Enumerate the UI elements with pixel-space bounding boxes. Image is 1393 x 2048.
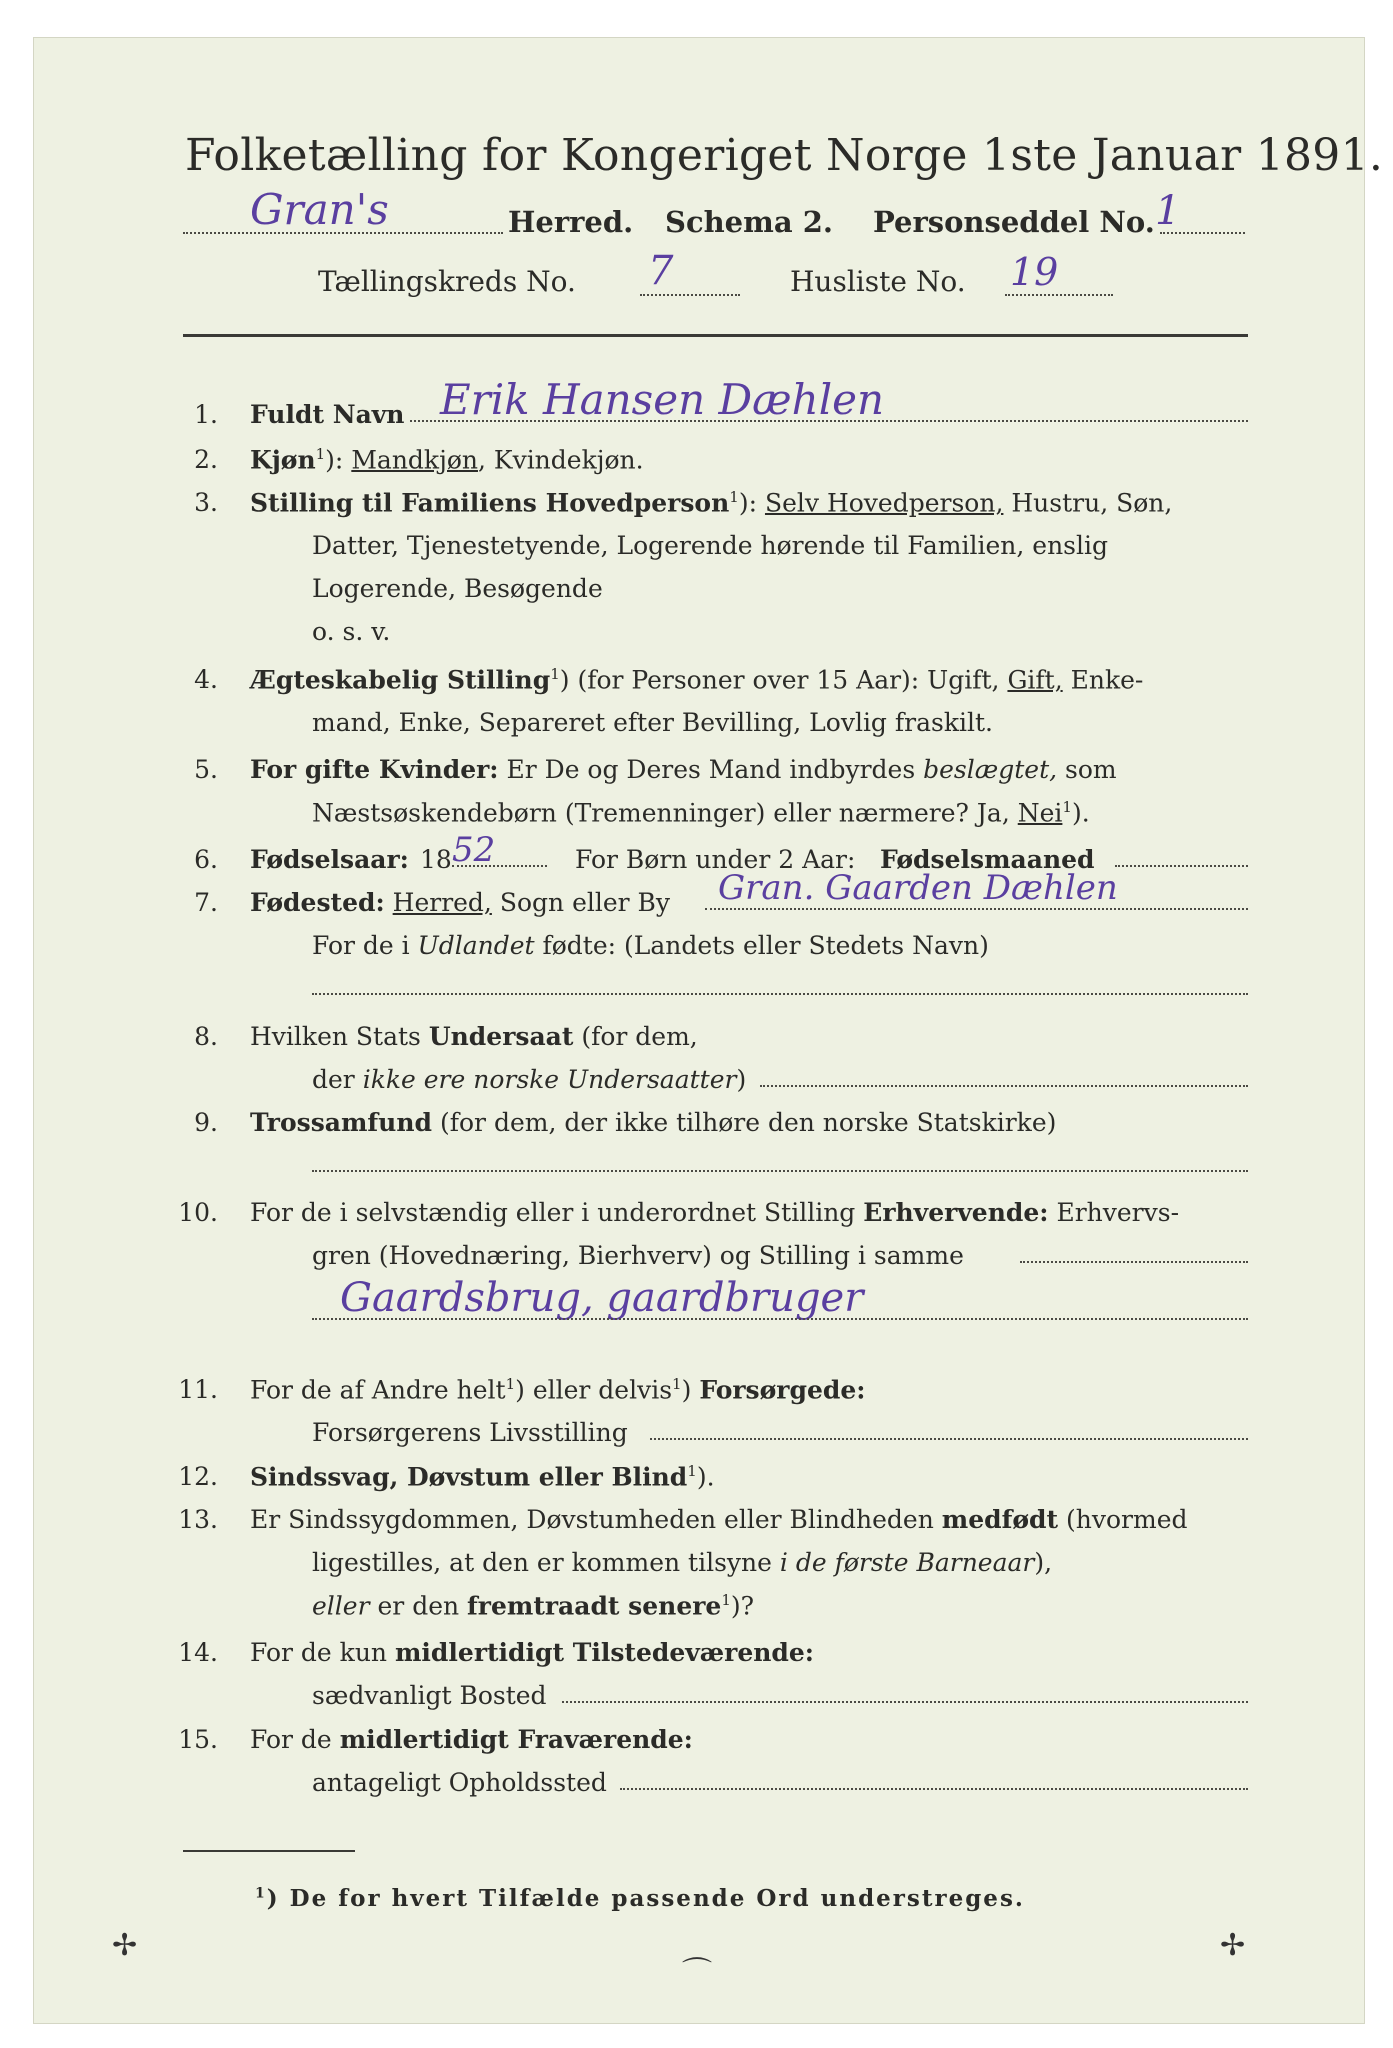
kreds-label: Tællingskreds No.: [318, 265, 576, 298]
erhverv-dotted-line-1: [1020, 1261, 1248, 1263]
item-number: 8.: [194, 1022, 218, 1051]
registration-mark-left: ✢: [112, 1928, 138, 1963]
stilling-line-2: Datter, Tjenestetyende, Logerende hørende til Familien, enslig: [312, 531, 1109, 560]
tilstedevaerende-line-2: sædvanligt Bosted: [312, 1681, 547, 1710]
erhverv-line-1: [250, 1198, 1179, 1227]
registration-mark-right: ✢: [1220, 1928, 1246, 1963]
forsorgede-text-b: ) eller delvis: [515, 1375, 673, 1405]
footnote-ref: 1: [550, 665, 560, 683]
medfodt-label: medfødt: [941, 1505, 1059, 1534]
undersaat-der: der: [312, 1065, 355, 1094]
fodselsaar-prefix: 18: [420, 845, 452, 874]
header-rule: [183, 334, 1248, 337]
footnote-ref: 1: [721, 1591, 731, 1609]
forsorgede-dotted-line: [650, 1438, 1248, 1440]
footnote-ref: 1: [1062, 798, 1072, 816]
stilling-line-3: Logerende, Besøgende: [312, 574, 603, 603]
item-number: 14.: [178, 1638, 218, 1667]
item-number: 1.: [194, 400, 218, 429]
footnote-ref: 1: [729, 488, 739, 506]
item-number: 7.: [194, 888, 218, 917]
footnote-ref: 1: [687, 1462, 697, 1480]
erhverv-text-c: Erhvervs-: [1056, 1198, 1180, 1227]
item-number: 10.: [178, 1198, 218, 1227]
tilstedevaerende-line-1: [250, 1638, 814, 1667]
kjon-option-kvindekjon: Kvindekjøn.: [493, 445, 644, 475]
fodselsaar-label: Fødselsaar:: [250, 845, 409, 874]
undersaat-text-c: (for dem,: [581, 1022, 698, 1051]
fravaerende-line-1: [250, 1725, 693, 1754]
item-number: 13.: [178, 1505, 218, 1534]
medfodt-text-d: ligestilles, at den er kommen tilsyne: [312, 1548, 772, 1577]
udlandet-text-b: fødte: (Landets eller Stedets Navn): [542, 931, 989, 960]
fodested-label: Fødested:: [250, 888, 385, 917]
gifte-kvinder-italic: beslægtet,: [923, 755, 1058, 784]
schema-label: Schema 2.: [665, 205, 833, 239]
kjon-line: Kjøn$^1$): Mandkjøn, Kvindekjøn.: [250, 445, 644, 475]
forsorgede-line-1: [250, 1375, 865, 1404]
gifte-kvinder-text: Er De og Deres Mand indbyrdes: [506, 755, 916, 784]
kjon-suffix: ):: [325, 445, 344, 475]
udlandet-dotted-line: [312, 993, 1248, 995]
medfodt-text-a: Er Sindssygdommen, Døvstumheden eller Blindheden: [250, 1505, 934, 1534]
tilstedevaerende-text-a: For de kun: [250, 1638, 388, 1667]
medfodt-close: )?: [730, 1591, 755, 1621]
footnote-mark: 1: [255, 1885, 267, 1902]
item-number: 9.: [194, 1108, 218, 1137]
erhverv-label: Erhvervende:: [863, 1198, 1049, 1227]
aegteskab-option-gift: Gift,: [1007, 665, 1063, 695]
kreds-handwritten: 7: [648, 248, 674, 294]
item-number: 4.: [194, 665, 218, 694]
gifte-kvinder-end: som: [1065, 755, 1117, 784]
footnote-text: ) De for hvert Tilfælde passende Ord understreges.: [266, 1885, 1025, 1912]
item-number: 5.: [194, 755, 218, 784]
born-under-2-text: For Børn under 2 Aar:: [575, 845, 856, 874]
sindssvag-line: [250, 1462, 715, 1491]
udlandet-text-a: For de i: [312, 931, 410, 960]
forsorgede-text-a: For de af Andre helt: [250, 1375, 506, 1405]
husliste-handwritten: 19: [1010, 250, 1059, 294]
fodselsmaaned-dotted-line: [1115, 865, 1248, 867]
medfodt-text-c: (hvormed: [1066, 1505, 1188, 1534]
herred-handwritten: Gran's: [250, 185, 389, 234]
erhverv-handwritten: Gaardsbrug, gaardbruger: [340, 1275, 864, 1321]
fodselsaar-dotted-line: [452, 865, 547, 867]
fravaerende-line-2: antageligt Opholdssted: [312, 1768, 607, 1797]
fremtraadt-label: fremtraadt senere: [467, 1591, 722, 1621]
forsorgede-line-2: Forsørgerens Livsstilling: [312, 1418, 628, 1447]
personseddel-label: Personseddel No.: [873, 205, 1155, 239]
gifte-kvinder-label: For gifte Kvinder:: [250, 755, 499, 784]
tilstedevaerende-label: midlertidigt Tilstedeværende:: [394, 1638, 815, 1667]
stilling-label: Stilling til Familiens Hovedperson: [250, 488, 730, 518]
forsorgede-text-c: ): [681, 1375, 692, 1405]
husliste-dotted-line: [1005, 294, 1113, 296]
footnote-ref: 1: [672, 1375, 682, 1393]
erhverv-line-2: gren (Hovednæring, Bierhverv) og Stilling i samme: [312, 1241, 964, 1270]
kreds-dotted-line: [640, 294, 740, 296]
fodested-dotted-line: [705, 908, 1248, 910]
stilling-options-rest: Hustru, Søn,: [1011, 488, 1173, 518]
medfodt-text-e: ),: [1034, 1548, 1053, 1577]
undersaat-line-1: [250, 1022, 698, 1051]
erhverv-text-a: For de i selvstændig eller i underordnet Stilling: [250, 1198, 856, 1227]
fodested-option-herred: Herred,: [392, 888, 492, 917]
undersaat-italic: ikke ere norske Undersaatter: [362, 1065, 737, 1094]
kjon-option-mandkjon: Mandkjøn: [351, 445, 478, 475]
gifte-kvinder-option-nei: Nei: [1017, 798, 1063, 828]
fravaerende-text-a: For de: [250, 1725, 332, 1754]
aegteskab-text-end: Enke-: [1070, 665, 1144, 695]
medfodt-line-1: [250, 1505, 1188, 1534]
kjon-label: Kjøn: [250, 445, 316, 475]
sindssvag-label: Sindssvag, Døvstum eller Blind: [250, 1462, 688, 1492]
aegteskab-line-1: [250, 665, 1143, 694]
gifte-kvinder-close: ).: [1071, 798, 1090, 828]
form-title: Folketælling for Kongeriget Norge 1ste Januar 1891.: [185, 130, 1384, 181]
gifte-kvinder-line-1: [250, 755, 1117, 784]
erhverv-dotted-line-2: [312, 1318, 1248, 1320]
footnote-ref: 1: [505, 1375, 516, 1393]
item-number: 15.: [178, 1725, 218, 1754]
item-number: 6.: [194, 845, 218, 874]
undersaat-label: Undersaat: [428, 1022, 574, 1051]
footnote-ref: 1: [315, 445, 326, 463]
item-number: 3.: [194, 488, 218, 517]
medfodt-italic: i de første Barneaar: [779, 1548, 1035, 1577]
fodested-text: Sogn eller By: [499, 888, 671, 917]
fravaerende-label: midlertidigt Fraværende:: [339, 1725, 693, 1754]
stilling-line-4: o. s. v.: [312, 617, 391, 646]
fodested-handwritten: Gran. Gaarden Dæhlen: [718, 868, 1118, 908]
stilling-suffix: ):: [738, 488, 758, 518]
personseddel-dotted-line: [1160, 232, 1245, 234]
fuldt-navn-dotted-line: [410, 420, 1248, 422]
undersaat-text-a: Hvilken Stats: [250, 1022, 421, 1051]
item-number: 2.: [194, 445, 218, 474]
udlandet-italic: Udlandet: [417, 931, 535, 960]
undersaat-line-2: der ikke ere norske Undersaatter): [312, 1065, 747, 1094]
husliste-label: Husliste No.: [790, 265, 966, 298]
aegteskab-line-2: mand, Enke, Separeret efter Bevilling, Lovlig fraskilt.: [312, 708, 993, 737]
trossamfund-line: [250, 1108, 1056, 1137]
trossamfund-text: (for dem, der ikke tilhøre den norske Statskirke): [439, 1108, 1057, 1137]
trossamfund-label: Trossamfund: [250, 1108, 433, 1137]
footnote-rule: [183, 1850, 355, 1852]
opholdssted-dotted-line: [620, 1788, 1248, 1790]
stilling-line-1: [250, 488, 1172, 517]
footnote: [255, 1885, 1025, 1912]
herred-label: Herred.: [508, 205, 634, 239]
fodested-line-1: [250, 888, 670, 917]
medfodt-line-3: [312, 1591, 754, 1620]
medfodt-line-2: [312, 1548, 1052, 1577]
fuldt-navn-handwritten: Erik Hansen Dæhlen: [440, 375, 885, 424]
gifte-kvinder-line-2: [312, 798, 1090, 827]
fodested-line-2: [312, 931, 989, 960]
aegteskab-label: Ægteskabelig Stilling: [250, 665, 551, 695]
medfodt-text-f: er den: [377, 1591, 460, 1621]
forsorgede-label: Forsørgede:: [699, 1375, 866, 1405]
undersaat-dotted-line: [760, 1085, 1248, 1087]
bosted-dotted-line: [562, 1701, 1248, 1703]
fodselsaar-handwritten: 52: [452, 830, 496, 870]
personseddel-handwritten: 1: [1155, 188, 1181, 234]
stilling-option-selv-hovedperson: Selv Hovedperson,: [764, 488, 1004, 518]
item-number: 12.: [178, 1462, 218, 1491]
medfodt-eller: eller: [312, 1591, 370, 1621]
aegteskab-text: ) (for Personer over 15 Aar): Ugift,: [559, 665, 1000, 695]
trossamfund-dotted-line: [312, 1170, 1248, 1172]
sindssvag-close: ).: [696, 1462, 715, 1492]
fuldt-navn-label: Fuldt Navn: [250, 400, 405, 429]
item-number: 11.: [178, 1375, 218, 1404]
fodselsmaaned-label: Fødselsmaaned: [880, 845, 1095, 874]
registration-mark-center: ⌒: [682, 1956, 712, 1991]
gifte-kvinder-question: Næstsøskendebørn (Tremenninger) eller nærmere? Ja,: [312, 798, 1010, 828]
